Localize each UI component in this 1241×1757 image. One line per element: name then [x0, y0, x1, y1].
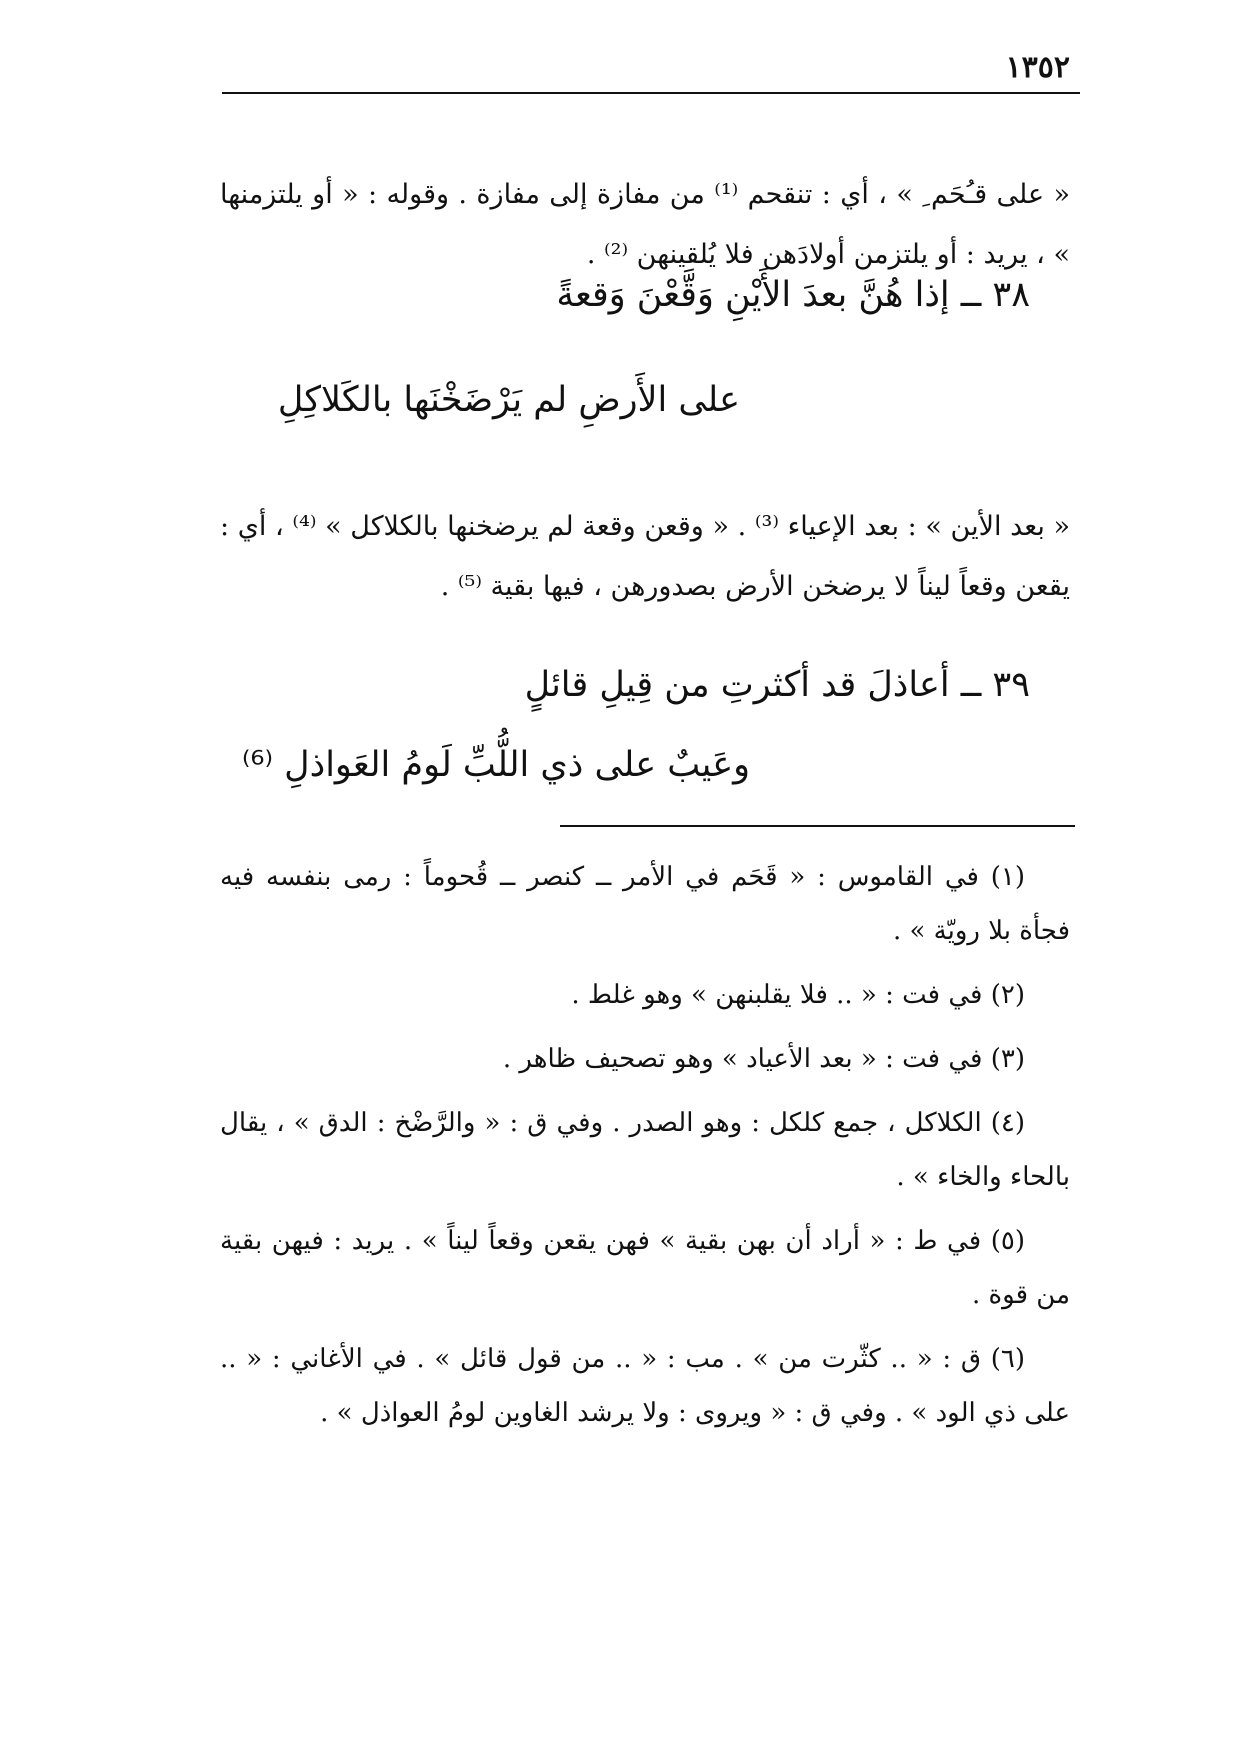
footnote-4: (٤) الكلاكل ، جمع كلكل : وهو الصدر . وفي ق : « والرَّضْخ : الدق » ، يقال بالحاء والخاء » .	[220, 1108, 1070, 1192]
footnote-6: (٦) ق : « .. كثّرت من » . مب : « .. من قول قائل » . في الأغاني : « .. على ذي الود » . وفي ق : « ويروى : ولا يرشد الغاوين لومُ العواذل » .	[220, 1344, 1070, 1428]
footnote-1: (١) في القاموس : « قَحَم في الأمر ــ كنصر ــ قُحوماً : رمى بنفسه فيه فجأة بلا رويّة » .	[220, 862, 1070, 946]
verse-39-second-hemistich: وعَيبٌ على ذي اللُّبِّ لَومُ العَواذلِ ⁽⁶⁾	[241, 745, 750, 785]
commentary-paragraph-1: « على قـُحَم ِ » ، أي : تنقحم ⁽¹⁾ من مفازة إلى مفازة . وقوله : « أو يلتزمنها » ، يريد : أو يلتزمن أولادَهن فلا يُلقينهن ⁽²⁾ .	[220, 179, 1071, 270]
header-divider	[222, 92, 1080, 94]
footnotes-section	[220, 850, 1070, 1450]
verse-38-second-hemistich: على الأَرضِ لم يَرْضَخْنَها بالكَلاكِلِ	[277, 380, 740, 420]
footnote-3: (٣) في فت : « بعد الأعياد » وهو تصحيف ظاهر .	[502, 1044, 1025, 1074]
verse-38-first-hemistich: ٣٨ ــ إذا هُنَّ بعدَ الأَيْنِ وَقَّعْنَ وَقعةً	[556, 275, 1030, 315]
commentary-paragraph-2: « بعد الأين » : بعد الإعياء ⁽³⁾ . « وقعن وقعة لم يرضخنها بالكلاكل » ⁽⁴⁾ ، أي : يقعن وقعاً ليناً لا يرضخن الأرض بصدورهن ، فيها بقية ⁽⁵⁾ .	[220, 511, 1071, 602]
verse-39-first-hemistich: ٣٩ ــ أعاذلَ قد أكثرتِ من قِيلِ قائلٍ	[524, 665, 1030, 705]
page-number: ١٣٥٢	[1005, 50, 1070, 85]
footnote-divider	[560, 825, 1075, 827]
footnote-5: (٥) في ط : « أراد أن بهن بقية » فهن يقعن وقعاً ليناً » . يريد : فيهن بقية من قوة .	[220, 1226, 1070, 1310]
footnote-2: (٢) في فت : « .. فلا يقلبنهن » وهو غلط .	[571, 980, 1025, 1010]
